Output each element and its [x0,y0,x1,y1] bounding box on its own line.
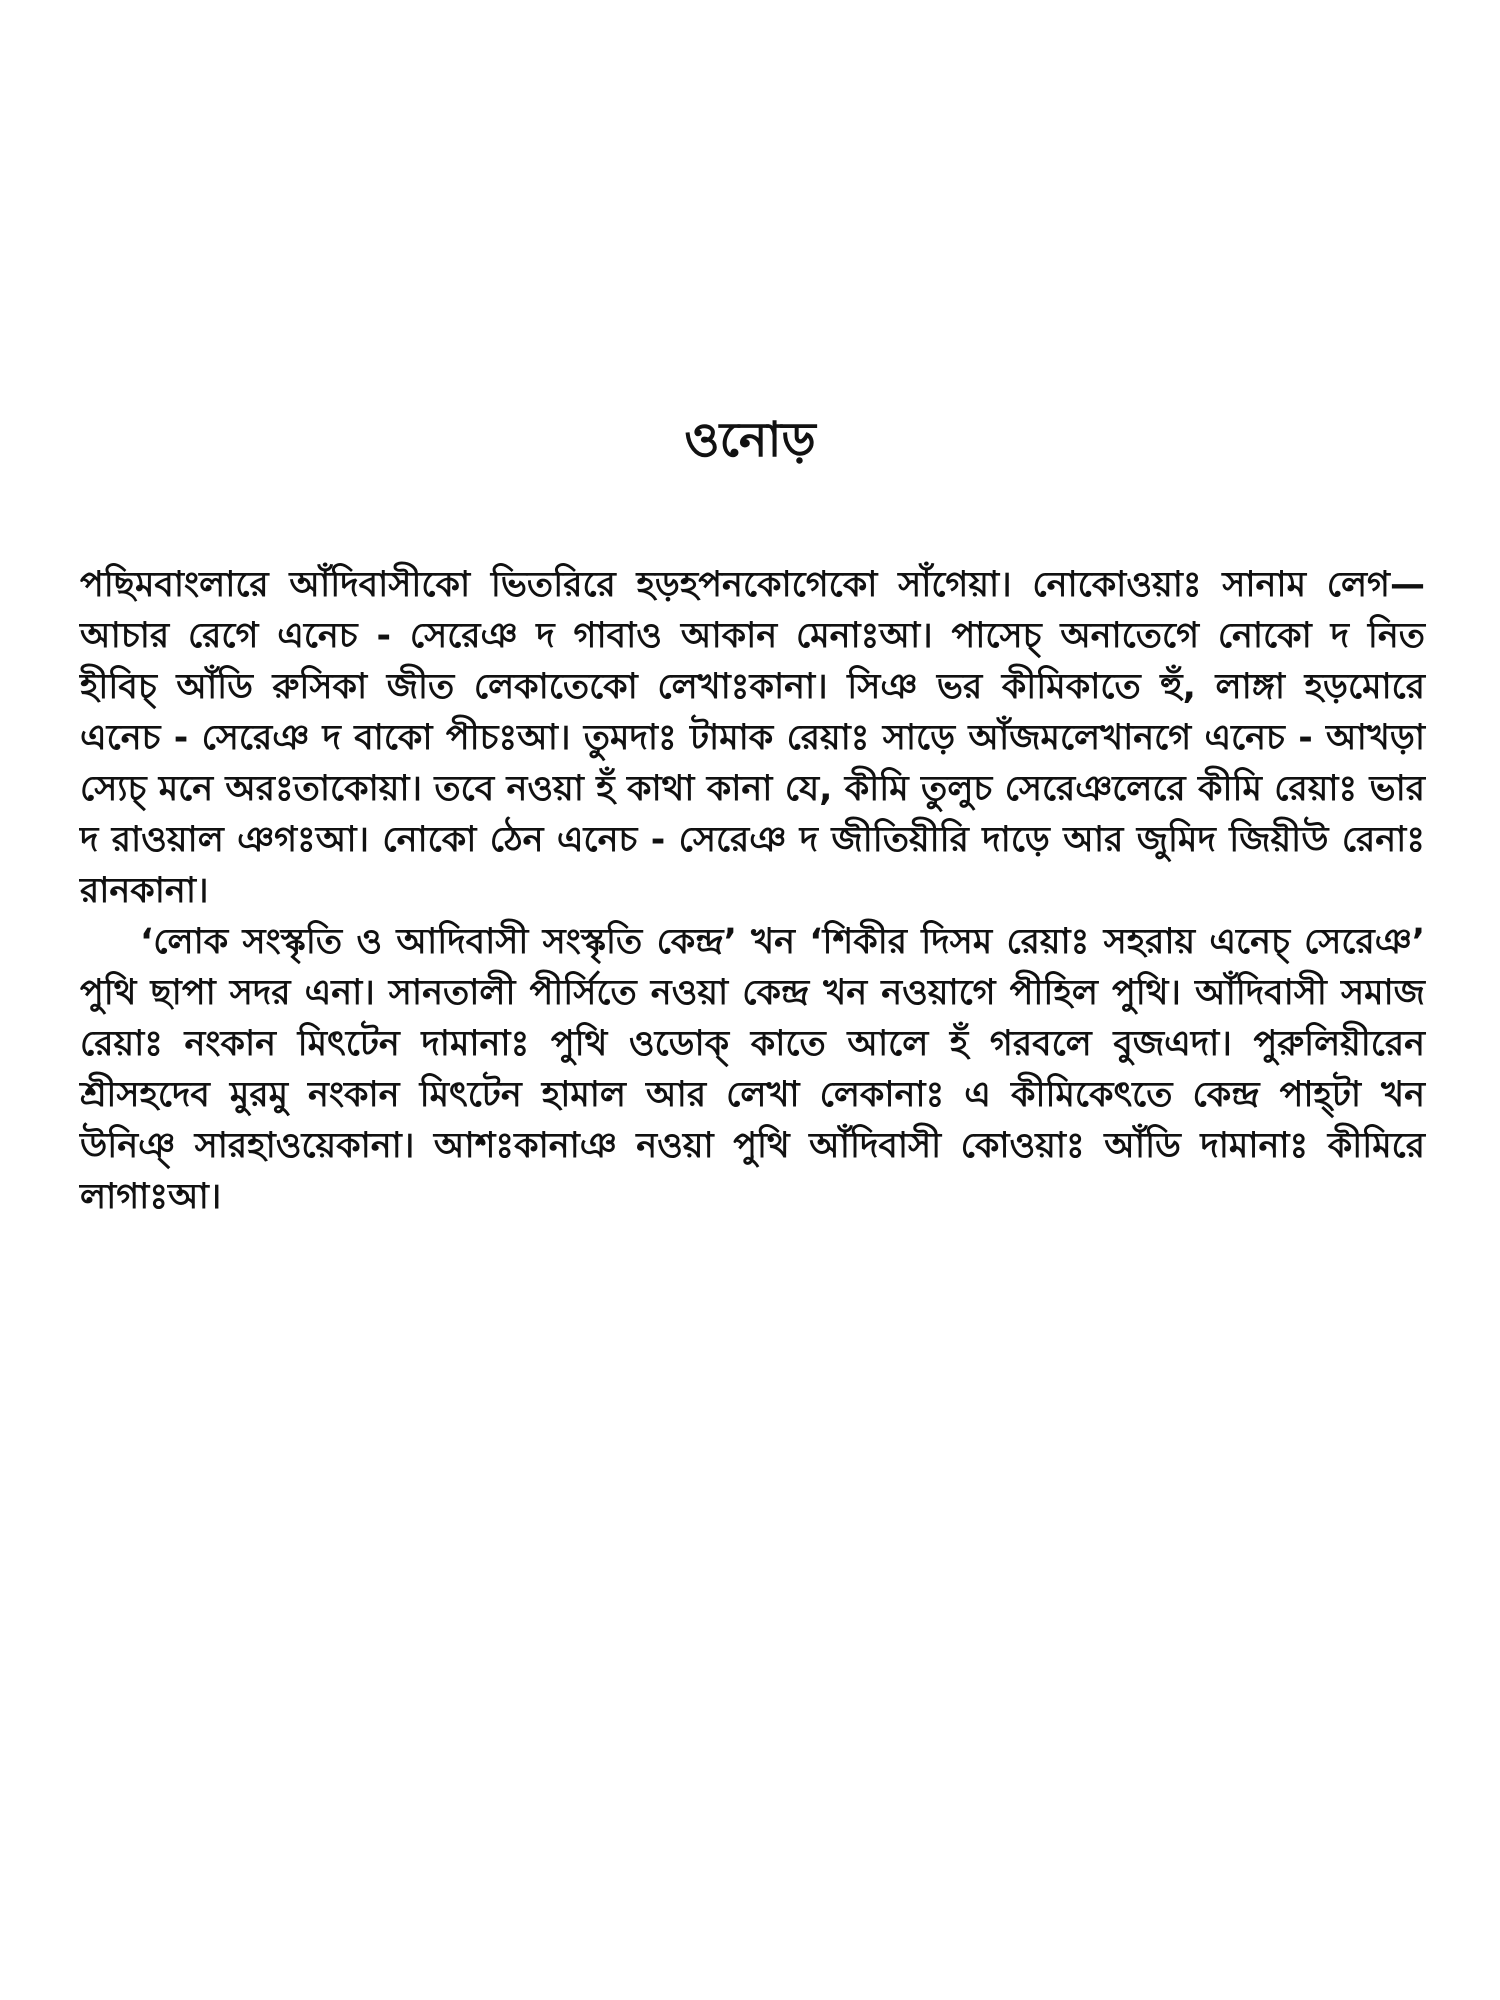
paragraph-1: পছিমবাংলারে আঁদিবাসীকো ভিতরিরে হড়হপনকোগেকো সাঁগেয়া। নোকোওয়াঃ সানাম লেগ— আচার রেগে এনেচ - সেরেঞ দ গাবাও আকান মেনাঃআ। পাসেচ্ অনাতেগে নোকো দ নিত হীবিচ্ আঁডি রুসিকা জীত লেকাতেকো লেখাঃকানা। সিঞ ভর কীমিকাতে হুঁ, লাঙ্গা হড়মোরে এনেচ - সেরেঞ দ বাকো পীচঃআ। তুমদাঃ টামাক রেয়াঃ সাড়ে আঁজমলেখানগে এনেচ - আখড়া স্যেচ্ মনে অরঃতাকোয়া। তবে নওয়া হঁ কাথা কানা যে, কীমি তুলুচ সেরেঞলেরে কীমি রেয়াঃ ভার দ রাওয়াল ঞগঃআ। নোকো ঠেন এনেচ - সেরেঞ দ জীতিয়ীরি দাড়ে আর জুমিদ জিয়ীউ রেনাঃ রানকানা। [80,565,1425,911]
page-title: ওনোড় [684,412,816,468]
paragraph-2: ‘লোক সংস্কৃতি ও আদিবাসী সংস্কৃতি কেন্দ্র’ খন ‘শিকীর দিসম রেয়াঃ সহরায় এনেচ্ সেরেঞ’ পুথি ছাপা সদর এনা। সানতালী পীর্সিতে নওয়া কেন্দ্র খন নওয়াগে পীহিল পুথি। আঁদিবাসী সমাজ রেয়াঃ নংকান মিৎটেন দামানাঃ পুথি ওডোক্ কাতে আলে হঁ গরবলে বুজএদা। পুরুলিয়ীরেন শ্রীসহদেব মুরমু নংকান মিৎটেন হামাল আর লেখা লেকানাঃ এ কীমিকেৎতে কেন্দ্র পাহ্টা খন উনিঞ্ সারহাওয়েকানা। আশঃকানাঞ নওয়া পুথি আঁদিবাসী কোওয়াঃ আঁডি দামানাঃ কীমিরে লাগাঃআ। [80,922,1425,1217]
body-text [80,560,1425,1223]
